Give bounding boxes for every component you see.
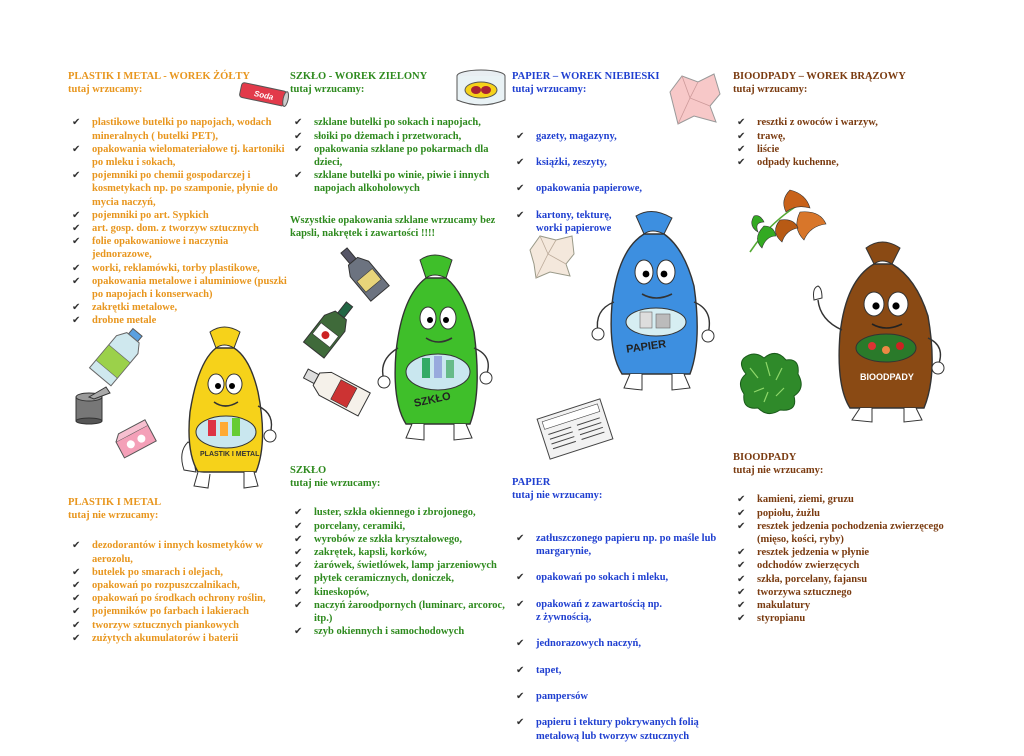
bio-yes-list bbox=[733, 116, 955, 169]
crumpled-paper-beige-icon bbox=[526, 232, 578, 280]
papier-yes-subtitle: tutaj wrzucamy: bbox=[512, 84, 587, 96]
plastik-yes-subtitle: tutaj wrzucamy: bbox=[68, 84, 143, 96]
list-item: ✔ zatłuszczonego papieru np. po maśle lub margarynie, bbox=[512, 532, 734, 558]
plastik-no-section bbox=[68, 496, 290, 645]
list-item: ✔ szklane butelki po winie, piwie i innych napojach alkoholowych bbox=[290, 169, 512, 195]
bio-no-title: BIOODPADY bbox=[733, 452, 797, 463]
list-item: ✔ butelek po smarach i olejach, bbox=[68, 566, 290, 579]
list-item: ✔ trawę, bbox=[733, 130, 955, 143]
list-item: ✔ pojemników po farbach i lakierach bbox=[68, 605, 290, 618]
plastik-yes-title: PLASTIK I METAL - WOREK ŻÓŁTY bbox=[68, 71, 250, 82]
list-item: ✔ resztki z owoców i warzyw, bbox=[733, 116, 955, 129]
list-item: ✔ wyrobów ze szkła kryształowego, bbox=[290, 533, 512, 546]
list-item: ✔ porcelany, ceramiki, bbox=[290, 520, 512, 533]
yellow-bag-label: PLASTIK I METAL bbox=[200, 451, 260, 458]
list-item: ✔ szkła, porcelany, fajansu bbox=[733, 573, 955, 586]
list-item: ✔ zakrętki metalowe, bbox=[68, 301, 290, 314]
bio-yes-title: BIOODPADY – WOREK BRĄZOWY bbox=[733, 71, 906, 82]
list-item: ✔ słoiki po dżemach i przetworach, bbox=[290, 130, 512, 143]
szklo-yes-title: SZKŁO - WOREK ZIELONY bbox=[290, 71, 428, 82]
list-item: ✔ luster, szkła okiennego i zbrojonego, bbox=[290, 506, 512, 519]
szklo-note: Wszystkie opakowania szklane wrzucamy bez kapsli, nakrętek i zawartości !!!! bbox=[290, 214, 496, 239]
list-item: ✔ styropianu bbox=[733, 612, 955, 625]
list-item: ✔ odpady kuchenne, bbox=[733, 156, 955, 169]
blue-bag-mascot bbox=[580, 210, 720, 390]
list-item: ✔ makulatury bbox=[733, 599, 955, 612]
plastik-no-list bbox=[68, 539, 290, 645]
list-item: ✔ opakowań po sokach i mleku, bbox=[512, 571, 734, 584]
list-item: ✔ opakowań po rozpuszczalnikach, bbox=[68, 579, 290, 592]
list-item: ✔ żarówek, świetlówek, lamp jarzeniowych bbox=[290, 559, 512, 572]
list-item: ✔ opakowania papierowe, bbox=[512, 182, 734, 195]
papier-no-subtitle: tutaj nie wrzucamy: bbox=[512, 490, 603, 502]
list-item: ✔ jednorazowych naczyń, bbox=[512, 637, 734, 650]
szklo-no-title: SZKŁO bbox=[290, 465, 327, 476]
plastic-bottle-icon bbox=[88, 328, 150, 384]
juice-carton-icon bbox=[112, 422, 162, 460]
list-item: ✔ pojemniki po chemii gospodarczej i kosmetykach np. po szamponie, płynie do mycia naczyń, bbox=[68, 169, 290, 209]
glass-bottle-icon bbox=[300, 364, 370, 414]
wine-bottle-red-icon bbox=[300, 302, 362, 354]
list-item: ✔ papieru i tektury pokrywanych folią metalową lub tworzyw sztucznych bbox=[512, 716, 734, 742]
szklo-no-section bbox=[290, 464, 512, 638]
list-item: ✔ pojemniki po art. Sypkich bbox=[68, 209, 290, 222]
list-item: ✔ art. gosp. dom. z tworzyw sztucznych bbox=[68, 222, 290, 235]
green-bag-mascot bbox=[362, 252, 502, 442]
list-item: ✔ książki, zeszyty, bbox=[512, 156, 734, 169]
papier-yes-title: PAPIER – WOREK NIEBIESKI bbox=[512, 71, 660, 82]
list-item: ✔ worki, reklamówki, torby plastikowe, bbox=[68, 262, 290, 275]
papier-no-section bbox=[512, 476, 734, 756]
bio-no-subtitle: tutaj nie wrzucamy: bbox=[733, 465, 824, 477]
list-item: ✔ kineskopów, bbox=[290, 586, 512, 599]
grass-clippings-icon bbox=[736, 348, 806, 418]
list-item: ✔ kamieni, ziemi, gruzu bbox=[733, 493, 955, 506]
szklo-yes-subtitle: tutaj wrzucamy: bbox=[290, 84, 365, 96]
list-item: ✔ dezodorantów i innych kosmetyków w aerozolu, bbox=[68, 539, 290, 565]
list-item: ✔ zużytych akumulatorów i baterii bbox=[68, 632, 290, 645]
list-item: ✔ naczyń żaroodpornych (luminarc, arcoroc, itp.) bbox=[290, 599, 512, 625]
list-item: ✔ liście bbox=[733, 143, 955, 156]
newspaper-icon bbox=[536, 400, 614, 458]
blue-bag-label: PAPIER bbox=[625, 338, 667, 356]
bio-yes-section bbox=[733, 70, 955, 169]
list-item: ✔ opakowań z zawartością np. z żywnością, bbox=[512, 598, 734, 624]
list-item: ✔ opakowań po środkach ochrony roślin, bbox=[68, 592, 290, 605]
tin-can-icon bbox=[72, 385, 112, 425]
bio-no-list bbox=[733, 493, 955, 625]
list-item: ✔ folie opakowaniowe i naczynia jednorazowe, bbox=[68, 235, 290, 261]
crumpled-paper-pink-icon bbox=[664, 72, 724, 128]
list-item: ✔ opakowania szklane po pokarmach dla dzieci, bbox=[290, 143, 512, 169]
papier-no-list bbox=[512, 518, 734, 756]
list-item: ✔ popiołu, żużlu bbox=[733, 507, 955, 520]
list-item: ✔ pampersów bbox=[512, 690, 734, 703]
bio-yes-subtitle: tutaj wrzucamy: bbox=[733, 84, 808, 96]
soda-can-label: Soda bbox=[253, 89, 275, 102]
szklo-no-list bbox=[290, 506, 512, 638]
soda-can-icon bbox=[238, 82, 290, 108]
list-item: ✔ odchodów zwierzęcych bbox=[733, 559, 955, 572]
brown-bag-label: BIOODPADY bbox=[860, 372, 914, 382]
szklo-no-subtitle: tutaj nie wrzucamy: bbox=[290, 478, 381, 490]
list-item: ✔ tworzywa sztucznego bbox=[733, 586, 955, 599]
list-item: ✔ opakowania metalowe i aluminiowe (puszki po napojach i konserwach) bbox=[68, 275, 290, 301]
list-item: ✔ opakowania wielomateriałowe tj. kartoniki po mleku i sokach, bbox=[68, 143, 290, 169]
list-item: ✔ drobne metale bbox=[68, 314, 290, 327]
list-item: ✔ plastikowe butelki po napojach, wodach mineralnych ( butelki PET), bbox=[68, 116, 290, 142]
list-item: ✔ tapet, bbox=[512, 664, 734, 677]
list-item: ✔ tworzyw sztucznych piankowych bbox=[68, 619, 290, 632]
list-item: ✔ szyb okiennych i samochodowych bbox=[290, 625, 512, 638]
papier-no-title: PAPIER bbox=[512, 477, 551, 488]
plastik-yes-list bbox=[68, 116, 290, 327]
list-item: ✔ resztek jedzenia pochodzenia zwierzęcego (mięso, kości, ryby) bbox=[733, 520, 955, 546]
list-item: ✔ zakrętek, kapsli, korków, bbox=[290, 546, 512, 559]
bio-no-section bbox=[733, 451, 955, 625]
list-item: ✔ kartony, tekturę, worki papierowe bbox=[512, 209, 734, 235]
szklo-yes-list bbox=[290, 116, 512, 195]
list-item: ✔ szklane butelki po sokach i napojach, bbox=[290, 116, 512, 129]
plastik-no-title: PLASTIK I METAL bbox=[68, 497, 162, 508]
plastik-yes-section bbox=[68, 70, 290, 328]
green-bag-label: SZKŁO bbox=[412, 390, 452, 410]
list-item: ✔ resztek jedzenia w płynie bbox=[733, 546, 955, 559]
plastik-no-subtitle: tutaj nie wrzucamy: bbox=[68, 510, 159, 522]
list-item: ✔ płytek ceramicznych, doniczek, bbox=[290, 572, 512, 585]
list-item: ✔ gazety, magazyny, bbox=[512, 130, 734, 143]
glass-jar-icon bbox=[454, 68, 508, 108]
brown-bag-mascot bbox=[800, 238, 950, 422]
yellow-bag-mascot bbox=[158, 322, 288, 492]
